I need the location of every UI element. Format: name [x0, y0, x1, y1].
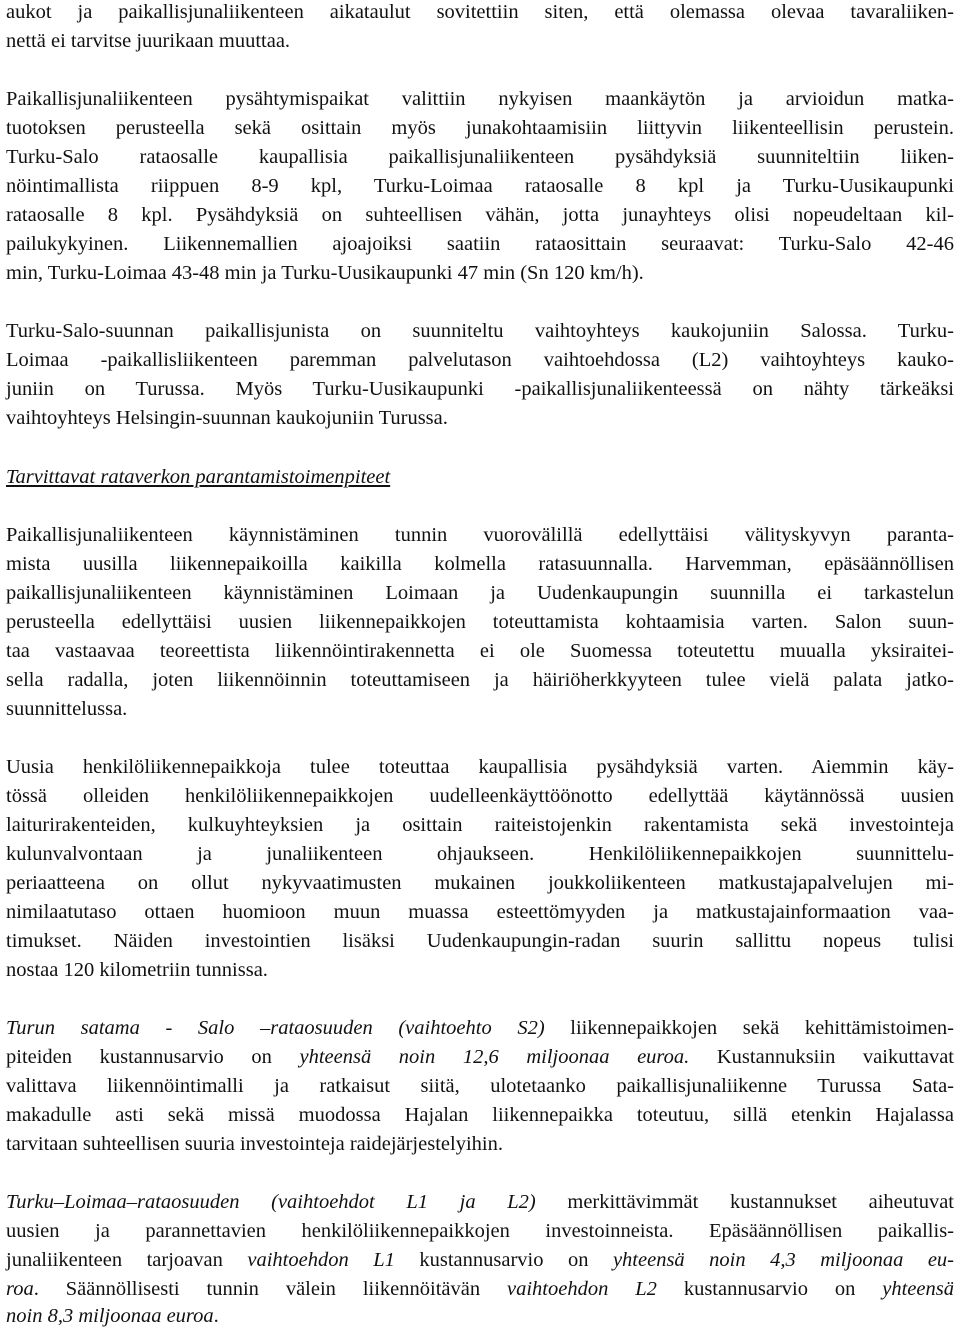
text-span: piteiden kustannusarvio on [6, 1046, 300, 1068]
text-line: min, Turku-Loimaa 43-48 min ja Turku-Uusikaupunki 47 min (Sn 120 km/h). [6, 262, 644, 284]
text-line: aukot ja paikallisjunaliikenteen aikataulut sovitettiin siten, että olemassa olevaa tavaraliiken- [6, 1, 954, 23]
text-span: kustannusarvio on [394, 1249, 613, 1271]
text-line: Paikallisjunaliikenteen pysähtymispaikat valittiin nykyisen maankäytön ja arvioidun matka- [6, 88, 954, 110]
text-line: nostaa 120 kilometriin tunnissa. [6, 959, 268, 981]
text-line: valittava liikennöintimalli ja ratkaisut siitä, ulotetaanko paikallisjunaliikenne Turussa Sata- [6, 1075, 954, 1097]
italic-text: vaihtoehdon L2 [507, 1278, 657, 1300]
text-span: liikennepaikkojen sekä kehittämistoimen- [544, 1017, 955, 1039]
text-line: Turku-Salo-suunnan paikallisjunista on suunniteltu vaihtoyhteys kaukojuniin Salossa. Turku- [6, 320, 954, 342]
text-line: nimilaatutaso ottaen huomioon muun muassa esteettömyyden ja matkustajainformaation vaa- [6, 901, 954, 923]
text-span: . Säännöllisesti tunnin välein liikennöitävän [33, 1278, 508, 1300]
text-line: Paikallisjunaliikenteen käynnistäminen tunnin vuorovälillä edellyttäisi välityskyvyn paranta- [6, 524, 954, 546]
italic-text: yhteensä noin 12,6 miljoonaa euroa. [299, 1046, 690, 1068]
text-line: tarvitaan suhteellisen suuria investointeja raidejärjestelyihin. [6, 1133, 503, 1155]
text-line: tuotoksen perusteella sekä osittain myös junakohtaamisiin liittyvin liikenteellisin perustein. [6, 117, 954, 139]
text-span: junaliikenteen tarjoavan [6, 1249, 248, 1271]
text-line [6, 1187, 954, 1218]
text-line: Uusia henkilöliikennepaikkoja tulee toteuttaa kaupallisia pysähdyksiä varten. Aiemmin käy- [6, 756, 954, 778]
text-line: makadulle asti sekä missä muodossa Hajalan liikennepaikka toteutuu, sillä etenkin Hajalassa [6, 1104, 954, 1126]
text-line: nettä ei tarvitse juurikaan muuttaa. [6, 30, 291, 52]
text-line: taa vastaavaa teoreettista liikennöintirakennetta ei ole Suomessa toteutettu muualla yksiraitei- [6, 640, 954, 662]
text-line: uusien ja parannettavien henkilöliikennepaikkojen investoinneista. Epäsäännöllisen paikallis- [6, 1220, 954, 1242]
text-line: paikallisjunaliikenteen käynnistäminen Loimaan ja Uudenkaupungin suunnilla ei tarkastelun [6, 582, 954, 604]
text-line: rataosalle 8 kpl. Pysähdyksiä on suhteellisen vähän, jotta junayhteys olisi nopeudeltaan kil- [6, 204, 954, 226]
text-span: Kustannuksiin vaikuttavat [689, 1046, 954, 1068]
text-line: pailukykyinen. Liikennemallien ajoajoiksi saatiin rataosittain seuraavat: Turku-Salo 42-46 [6, 233, 954, 255]
italic-text: yhteensä noin 4,3 miljoonaa eu- [612, 1249, 955, 1271]
text-line: juniin on Turussa. Myös Turku-Uusikaupunki -paikallisjunaliikenteessä on nähty tärkeäksi [6, 378, 954, 400]
italic-text: vaihtoehdon L1 [247, 1249, 395, 1271]
text-line [6, 1301, 219, 1332]
text-span: merkittävimmät kustannukset aiheutuvat [535, 1191, 955, 1213]
italic-text: Turun satama - Salo –rataosuuden (vaihtoehto S2) [6, 1017, 545, 1039]
text-line: mista uusilla liikennepaikoilla kaikilla kolmella ratasuunnalla. Harvemman, epäsäännöllisen [6, 553, 954, 575]
text-line: vaihtoyhteys Helsingin-suunnan kaukojuniin Turussa. [6, 407, 448, 429]
text-line: nöintimallista riippuen 8-9 kpl, Turku-Loimaa rataosalle 8 kpl ja Turku-Uusikaupunki [6, 175, 954, 197]
text-line: laiturirakenteiden, kulkuyhteyksien ja osittain raiteistojenkin rakentamista sekä investointeja [6, 814, 954, 836]
italic-text: Turku–Loimaa–rataosuuden (vaihtoehdot L1 ja L2) [6, 1191, 536, 1213]
text-line [6, 1245, 954, 1276]
text-line: Loimaa -paikallisliikenteen paremman palvelutason vaihtoehdossa (L2) vaihtoyhteys kauko- [6, 349, 954, 371]
text-line: timukset. Näiden investointien lisäksi Uudenkaupungin-radan suurin sallittu nopeus tulisi [6, 930, 954, 952]
section-heading: Tarvittavat rataverkon parantamistoimenpiteet [6, 466, 391, 488]
text-line: periaatteena on ollut nykyvaatimusten mukainen joukkoliikenteen matkustajapalvelujen mi- [6, 872, 954, 894]
italic-text: noin 8,3 miljoonaa euroa [6, 1305, 214, 1327]
text-line: Turku-Salo rataosalle kaupallisia paikallisjunaliikenteen pysähdyksiä suunniteltiin liiken- [6, 146, 954, 168]
italic-text: roa [6, 1278, 34, 1300]
text-span: kustannusarvio on [656, 1278, 883, 1300]
text-line: perusteella edellyttäisi uusien liikennepaikkojen toteuttamista kohtaamisia varten. Salon suun- [6, 611, 954, 633]
text-line: kulunvalvontaan ja junaliikenteen ohjaukseen. Henkilöliikennepaikkojen suunnittelu- [6, 843, 954, 865]
text-line [6, 1042, 954, 1073]
text-span: . [213, 1305, 219, 1327]
text-line [6, 1013, 954, 1044]
italic-text: yhteensä [882, 1278, 954, 1300]
text-line: tössä olleiden henkilöliikennepaikkojen uudelleenkäyttöönotto edellyttää käytännössä uusien [6, 785, 954, 807]
text-line: suunnittelussa. [6, 698, 128, 720]
text-line: sella radalla, joten liikennöinnin toteuttamiseen ja häiriöherkkyyteen tulee vielä palata jatko- [6, 669, 954, 691]
